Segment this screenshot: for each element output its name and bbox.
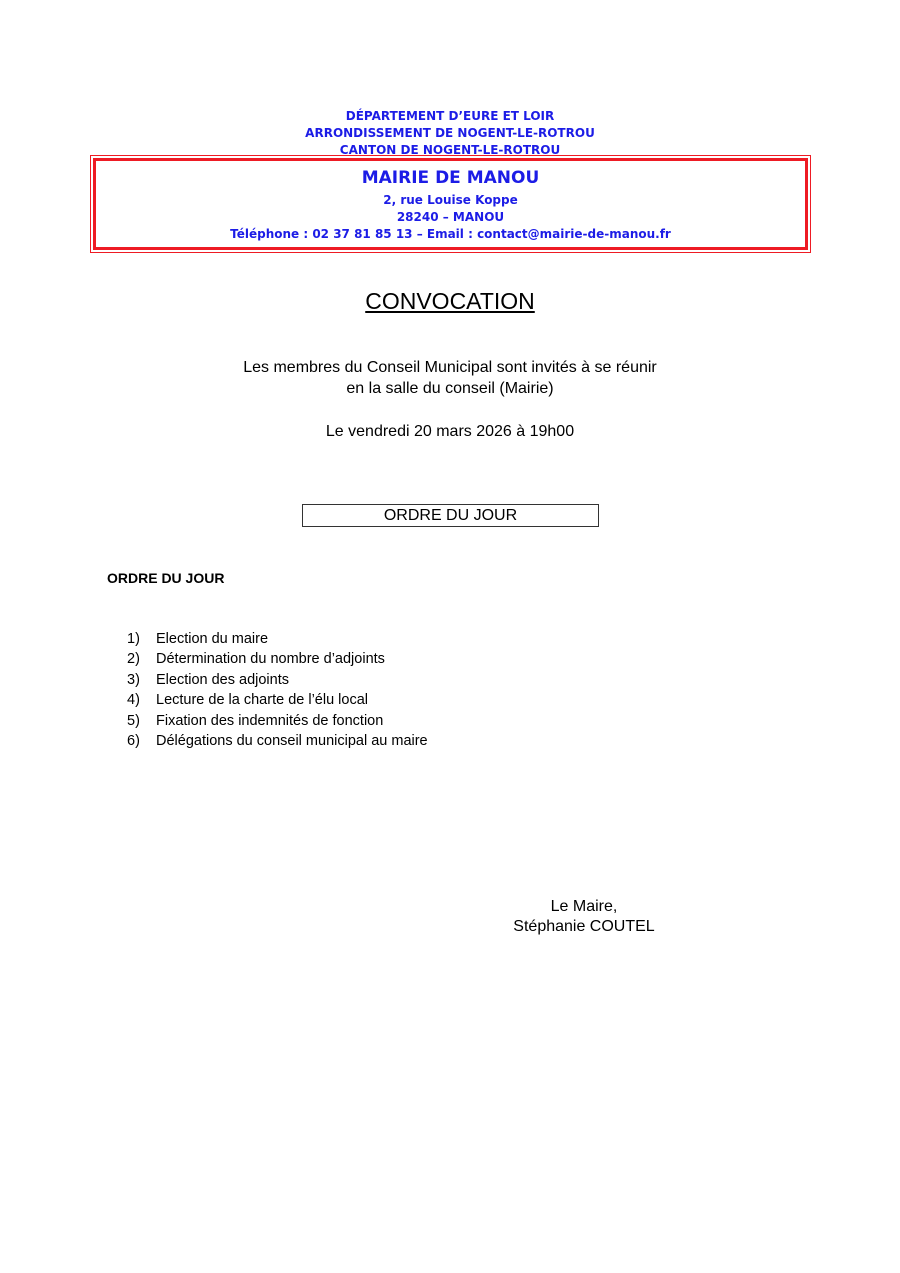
mairie-contact: Téléphone : 02 37 81 85 13 – Email : contact@mairie-de-manou.fr <box>230 227 671 241</box>
invitation-line-1: Les membres du Conseil Municipal sont invités à se réunir <box>243 359 657 376</box>
mairie-name: MAIRIE DE MANOU <box>361 168 540 188</box>
agenda-number: 1) <box>127 631 140 647</box>
agenda-number: 6) <box>127 732 140 749</box>
agenda-item <box>127 670 428 690</box>
mairie-city: 28240 – MANOU <box>396 210 505 224</box>
agenda-text: Délégations du conseil municipal au maire <box>156 732 428 749</box>
department-line: DÉPARTEMENT D’EURE ET LOIR <box>345 109 555 123</box>
agenda-text: Détermination du nombre d’adjoints <box>156 651 385 668</box>
agenda-item <box>127 731 428 751</box>
agenda-item <box>127 629 428 649</box>
agenda-text: Election du maire <box>156 631 269 647</box>
agenda-text: Fixation des indemnités de fonction <box>156 712 384 729</box>
agenda-item <box>127 711 428 731</box>
ordre-du-jour-box: ORDRE DU JOUR <box>302 504 599 527</box>
arrondissement-line: ARRONDISSEMENT DE NOGENT-LE-ROTROU <box>305 126 595 140</box>
ordre-du-jour-heading: ORDRE DU JOUR <box>107 570 225 586</box>
agenda-number: 4) <box>127 692 140 709</box>
signature-role: Le Maire, <box>550 898 618 915</box>
agenda-list <box>127 629 428 751</box>
invitation-line-2: en la salle du conseil (Mairie) <box>346 380 554 397</box>
meeting-date: Le vendredi 20 mars 2026 à 19h00 <box>325 423 575 440</box>
agenda-item <box>127 690 428 710</box>
agenda-number: 2) <box>127 651 140 668</box>
mairie-street: 2, rue Louise Koppe <box>383 193 518 207</box>
signature-name: Stéphanie COUTEL <box>513 918 655 935</box>
document-title: CONVOCATION <box>365 288 535 314</box>
agenda-item <box>127 649 428 669</box>
agenda-number: 3) <box>127 671 140 688</box>
agenda-text: Election des adjoints <box>156 671 289 688</box>
agenda-text: Lecture de la charte de l’élu local <box>156 692 368 709</box>
canton-line: CANTON DE NOGENT-LE-ROTROU <box>339 143 561 157</box>
agenda-number: 5) <box>127 712 140 729</box>
